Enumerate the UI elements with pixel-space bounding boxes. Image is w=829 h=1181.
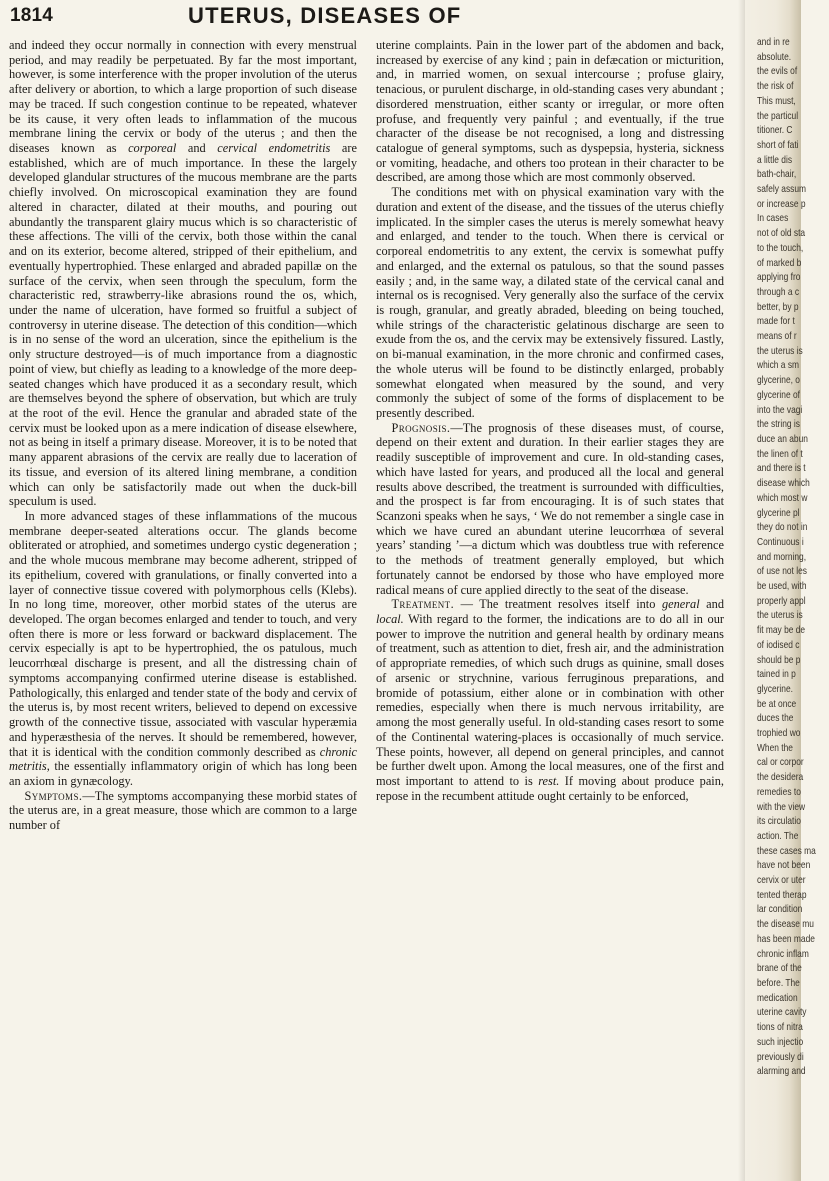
- facing-page-line: titioner. C: [757, 124, 793, 137]
- facing-page-line: action. The: [757, 829, 799, 842]
- facing-page-line: such injectio: [757, 1035, 804, 1048]
- facing-page-line: through a c: [757, 285, 800, 298]
- facing-page-line: be at once: [757, 697, 797, 710]
- facing-page-line: means of r: [757, 330, 797, 343]
- facing-page-line: tented therap: [757, 888, 807, 901]
- facing-page-line: glycerine pl: [757, 506, 800, 519]
- facing-page-line: and morning,: [757, 550, 807, 563]
- facing-page-line: alarming and: [757, 1065, 806, 1078]
- facing-page-line: the evils of: [757, 65, 798, 78]
- facing-page-line: bath-chair,: [757, 168, 797, 181]
- paragraph-treatment: Treatment. — The treatment resolves itself into general and local. With regard to the former, the indications are to do all in our power to improve the nutrition and general health by ordinary means of treatment, such as attention to diet, fresh air, and the administration of appropriate remedies, of which such drugs as quinine, small doses of arsenic or strychnine, various ferruginous preparations, and bromide of potassium, either alone or in combination with other remedies, especially when there is much nervous irritability, are among the most generally useful. In old-standing cases resort to some of the Continental watering-places is occasionally of much service. These points, however, all depend on general principles, and cannot be further dwelt upon. Among the local measures, one of the first and most important to attend to is rest. If moving about produce pain, repose in the recumbent attitude ought certainly to be enforced,: [376, 597, 724, 803]
- section-heading-prognosis: Prognosis.: [391, 420, 451, 435]
- facing-page-line: made for t: [757, 315, 795, 328]
- facing-page-line: In cases: [757, 212, 789, 225]
- facing-page-line: the disease mu: [757, 918, 814, 931]
- facing-page-line: and there is t: [757, 462, 806, 475]
- facing-page-line: chronic inflam: [757, 947, 809, 960]
- facing-page-line: short of fati: [757, 138, 799, 151]
- facing-page-line: glycerine of: [757, 388, 800, 401]
- running-title: UTERUS, DISEASES OF: [188, 3, 462, 28]
- facing-page-line: lar condition: [757, 903, 803, 916]
- facing-page-bleed: [745, 0, 816, 1181]
- facing-page-line: the string is: [757, 418, 800, 431]
- facing-page-line: uterine cavity: [757, 1006, 807, 1019]
- facing-page-line: the particul: [757, 109, 799, 122]
- facing-page-line: glycerine, o: [757, 374, 800, 387]
- facing-page-line: absolute.: [757, 50, 792, 63]
- facing-page-line: fit may be de: [757, 624, 806, 637]
- facing-page-line: cervix or uter: [757, 874, 806, 887]
- paragraph: uterine complaints. Pain in the lower part of the abdomen and back, increased by exercise of any kind ; pain in defæcation or micturition, and, in married women, on sexual intercourse ; profuse glairy, tenacious, or purulent discharge, in old-standing cases very abundant ; disordered menstruation, either scanty or irregular, or more often profuse, and frequently very painful ; and eventually, if the true character of the disease be not recognised, a long and distressing catalogue of general symptoms, such as dyspepsia, hysteria, sickness or vomiting, headache, and others too protean in their character to be described, are among those which are most commonly observed.: [376, 38, 724, 185]
- facing-page-line: a little dis: [757, 153, 793, 166]
- facing-page-line: previously di: [757, 1050, 804, 1063]
- facing-page-line: the uterus is: [757, 609, 803, 622]
- facing-page-line: the risk of: [757, 80, 794, 93]
- facing-page-line: these cases ma: [757, 844, 816, 857]
- facing-page-line: remedies to: [757, 785, 801, 798]
- facing-page-line: applying fro: [757, 271, 801, 284]
- facing-page-text: [757, 35, 829, 1079]
- facing-page-line: have not been: [757, 859, 811, 872]
- facing-page-line: of use not les: [757, 565, 807, 578]
- facing-page-line: has been made: [757, 932, 815, 945]
- facing-page-line: glycerine.: [757, 682, 793, 695]
- facing-page-line: or increase p: [757, 197, 806, 210]
- facing-page-line: tained in p: [757, 668, 796, 681]
- facing-page-line: the linen of t: [757, 447, 803, 460]
- facing-page-line: into the vagi: [757, 403, 803, 416]
- paragraph-prognosis: Prognosis.—The prognosis of these diseases must, of course, depend on their extent and duration. In their earlier stages they are readily susceptible of improvement and cure. In old-standing cases, which have lasted for years, and produced all the local and general results above described, the treatment is surrounded with difficulties, and the prospect is far from encouraging. It is of such states that Scanzoni speaks when he says, ‘ We do not remember a single case in which we have cured an abundant uterine leucorrhœa of several years’ standing ’—a dictum which was doubtless true with reference to the methods of treatment generally employed, but which fortunately cannot be endorsed by those who have employed more radical means of cure applied directly to the seat of the disease.: [376, 420, 724, 597]
- paragraph-symptoms: Symptoms.—The symptoms accompanying these morbid states of the uterus are, in a great measure, those which are common to a large number of: [9, 788, 357, 833]
- facing-page-line: with the view: [757, 800, 806, 813]
- facing-page-line: not of old sta: [757, 227, 806, 240]
- facing-page-line: they do not in: [757, 521, 808, 534]
- facing-page-line: tions of nitra: [757, 1021, 803, 1034]
- paragraph: and indeed they occur normally in connection with every menstrual period, and may readily be perpetuated. By far the most important, however, is some interference with the proper involution of the uterus after delivery or abortion, to which a large proportion of such disease may be traced. If such congestion continue to be repeated, whatever be its cause, it very often leads to inflammation of the mucous membrane lining the cervix or body of the uterus ; and then the diseases known as corporeal and cervical endometritis are established, which are of much importance. In these the largely developed glandular structures of the mucous membrane are the parts chiefly involved. On microscopical examination they are found altered in character, dilated at their mouths, and pouring out abundantly the transparent glairy mucus which is so characteristic of these affections. The villi of the cervix, both those within the canal and on its exterior, become altered, stripped of their epithelium, and eventually hypertrophied. These enlarged and abraded papillæ on the surface of the cervix, when seen through the speculum, form the characteristic red, strawberry-like abrasions round the os, which, under the name of ulceration, have formed so fruitful a subject of controversy in uterine disease. The detection of this condition—which is in no sense of the word an ulceration, since the epithelium is the only structure destroyed—is of much importance from a diagnostic point of view, but chiefly as leading to a knowledge of the more deep-seated changes which have produced it as a secondary result, which are themselves beyond the sphere of observation, but which are truly at the root of the evil. Hence the granular and abraded state of the cervix must be looked upon as a mere indication of disease elsewhere, not as being in itself a primary disease. Moreover, it is to be noted that many apparent abrasions of the cervix are really due to laceration of its tissue, and eversion of its altered lining membrane, a condition which can only be satisfactorily made out when the duck-bill speculum is used.: [9, 38, 357, 509]
- facing-page-line: which most w: [757, 491, 808, 504]
- facing-page-line: duces the: [757, 712, 794, 725]
- facing-page-line: trophied wo: [757, 727, 801, 740]
- right-text-column: [376, 38, 724, 1173]
- paragraph: The conditions met with on physical examination vary with the duration and extent of the disease, and the tissues of the uterus chiefly implicated. In the simpler cases the uterus is merely somewhat heavy and enlarged, and tender to the touch. When there is cervical or corporeal endometritis to any extent, the cervix is somewhat puffy and enlarged, and the external os patulous, so that the sound passes easily ; and, in the same way, a dilated state of the cervical canal and internal os is recognised. Very generally also the surface of the cervix is rough, granular, and greatly abraded, bleeding on being touched, while strings of the characteristic gelatinous discharge are seen to exude from the os, and the cervix may be extensively fissured. Lastly, on bi-manual examination, in the more chronic and confirmed cases, the whole uterus will be found to be distinctly enlarged, probably somewhat elongated when measured by the sound, and very commonly the subject of some of the forms of displacement to be presently described.: [376, 185, 724, 420]
- facing-page-line: disease which: [757, 477, 810, 490]
- facing-page-line: the uterus is: [757, 344, 803, 357]
- section-heading-treatment: Treatment.: [391, 597, 455, 612]
- facing-page-line: the desidera: [757, 771, 804, 784]
- facing-page-line: This must,: [757, 94, 796, 107]
- left-text-column: [9, 38, 357, 1173]
- page-number: 1814: [10, 5, 54, 26]
- facing-page-line: better, by p: [757, 300, 799, 313]
- facing-page-line: which a sm: [757, 359, 800, 372]
- facing-page-line: brane of the: [757, 962, 802, 975]
- facing-page-line: cal or corpor: [757, 756, 804, 769]
- facing-page-line: of marked b: [757, 256, 802, 269]
- page-header: [10, 3, 740, 33]
- facing-page-line: before. The: [757, 977, 800, 989]
- facing-page-line: safely assum: [757, 183, 807, 196]
- facing-page-line: to the touch,: [757, 241, 804, 254]
- facing-page-line: and in re: [757, 36, 790, 48]
- facing-page-line: should be p: [757, 653, 801, 666]
- facing-page-line: duce an abun: [757, 432, 808, 445]
- facing-page-line: of iodised c: [757, 638, 800, 651]
- facing-page-line: its circulatio: [757, 815, 801, 828]
- facing-page-line: When the: [757, 741, 793, 754]
- facing-page-line: properly appl: [757, 594, 806, 607]
- paragraph: In more advanced stages of these inflammations of the mucous membrane deeper-seated alterations occur. The glands become obliterated or atrophied, and sometimes undergo cystic degeneration ; and the whole mucous membrane may become adherent, stripped of its epithelium, covered with granulations, or finally converted into a layer of connective tissue covered with polymorphous cells (Klebs). In no long time, moreover, other morbid states of the uterus are developed. The organ becomes enlarged and tender to touch, and very often there is more or less forward or backward displacement. The cervix especially is apt to be hypertrophied, the os patulous, much leucorrhœal discharge is present, and all the distressing chain of symptoms accompanying confirmed uterine disease is established. Pathologically, this enlarged and tender state of the body and cervix of the uterus is, by most recent writers, believed to depend on excessive growth of the connective tissue, associated with vascular hyperæmia and hyperæsthesia of the nerves. It should be remembered, however, that it is identical with the condition commonly described as chronic metritis, the essentially inflammatory origin of which has long been an axiom in gynæcology.: [9, 509, 357, 788]
- section-heading-symptoms: Symptoms.: [24, 788, 83, 803]
- facing-page-line: Continuous i: [757, 535, 804, 548]
- facing-page-line: be used, with: [757, 580, 807, 593]
- facing-page-line: medication: [757, 991, 798, 1004]
